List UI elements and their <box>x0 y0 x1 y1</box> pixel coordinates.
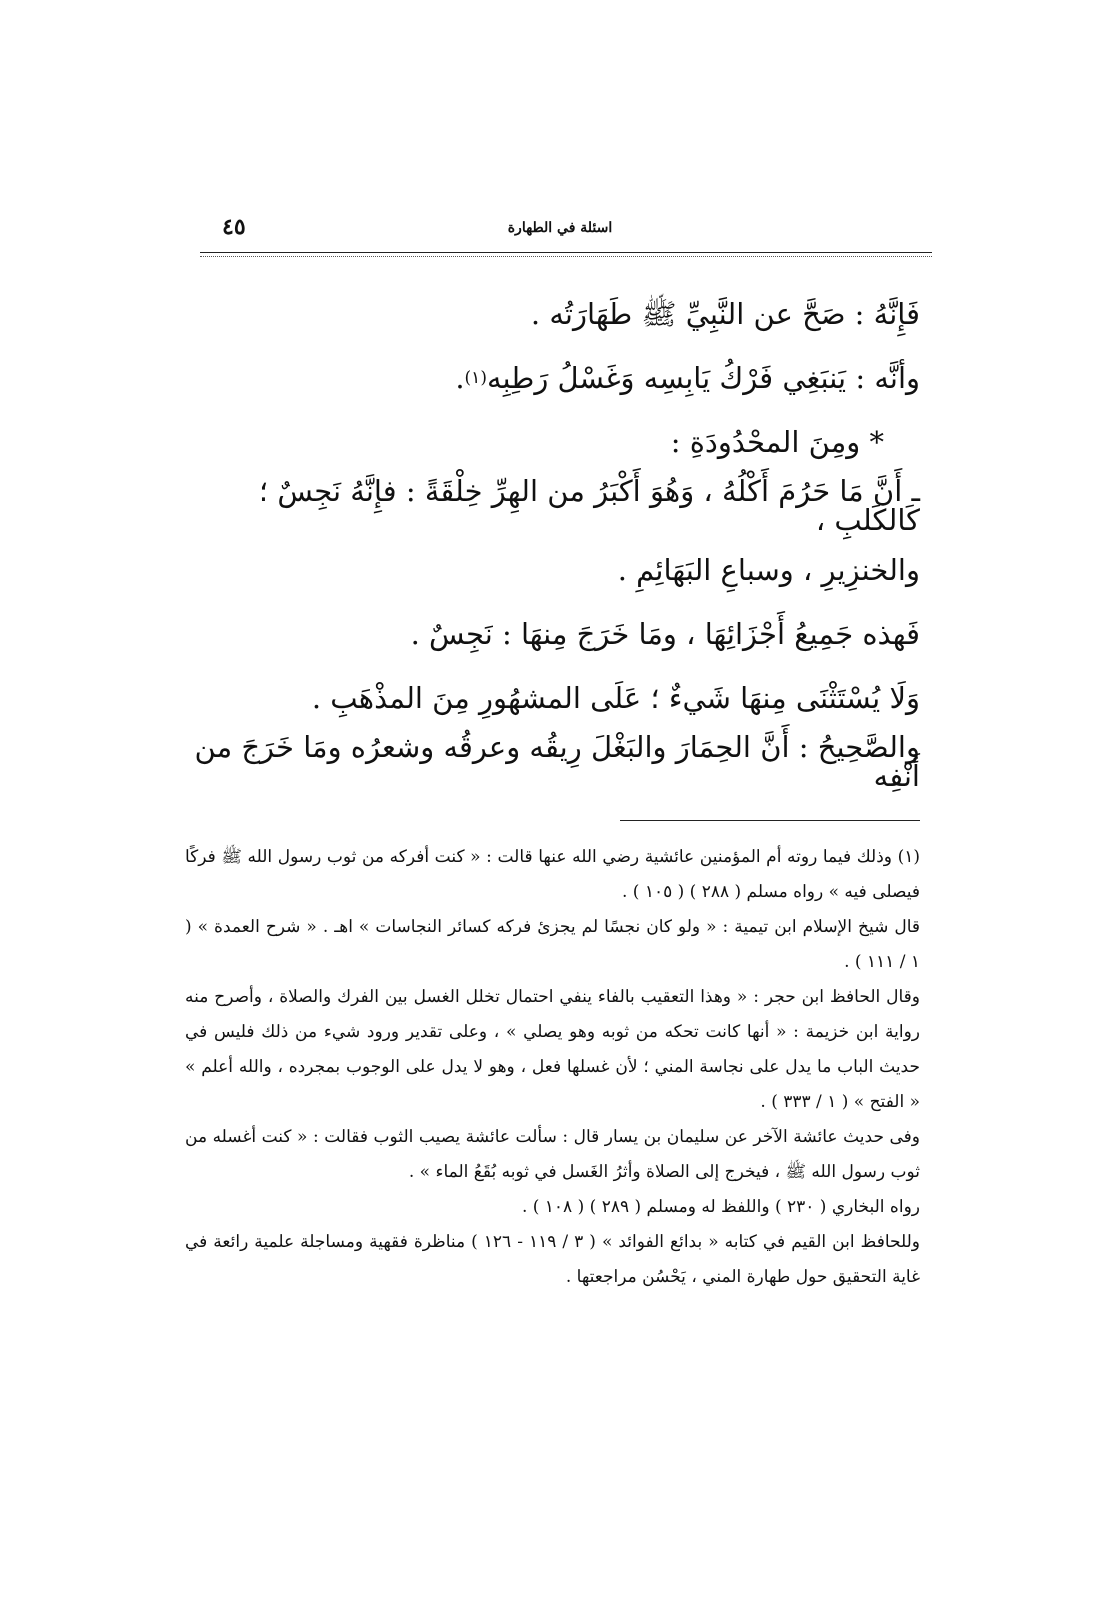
footnote-paragraph: وللحافظ ابن القيم في كتابه « بدائع الفوائد » ( ٣ / ١١٩ - ١٢٦ ) مناظرة فقهية ومساجلة علمية رائعة في غاية التحقيق حول طهارة المني ، يَحْسُن مراجعتها . <box>185 1232 920 1287</box>
main-line-text: والصَّحِيحُ : أَنَّ الحِمَارَ والبَغْلَ رِيقُه وعرقُه وشعرُه ومَا خَرَجَ من أَنْفِه <box>194 730 920 793</box>
main-line <box>190 474 920 538</box>
footnote-paragraph: رواه البخاري ( ٢٣٠ ) واللفظ له ومسلم ( ٢٨٩ ) ( ١٠٨ ) . <box>521 1197 920 1217</box>
section-heading <box>190 410 920 474</box>
footnotes <box>185 840 920 1295</box>
footnote-paragraph: (١) وذلك فيما روته أم المؤمنين عائشية رضي الله عنها قالت : « كنت أفركه من ثوب رسول الله ﷺ فركًا فيصلى فيه » رواه مسلم ( ٢٨٨ ) ( ١٠٥ ) . <box>185 847 920 902</box>
header-divider <box>200 252 932 253</box>
footnote-paragraph: قال شيخ الإسلام ابن تيمية : « ولو كان نجسًا لم يجزئ فركه كسائر النجاسات » اهـ . « شرح العمدة » ( ١ / ١١١ ) . <box>185 917 920 972</box>
footnote-reference: (١) <box>464 367 487 388</box>
main-line-text: وَلَا يُسْتَثْنَى مِنهَا شَيءٌ ؛ عَلَى المشهُورِ مِنَ المذْهَبِ . <box>311 680 920 715</box>
main-text <box>190 282 920 794</box>
footnote-paragraph: وقال الحافظ ابن حجر : « وهذا التعقيب بالفاء ينفي احتمال تخلل الغسل بين الفرك والصلاة ، وأصرح منه رواية ابن خزيمة : « أنها كانت تحكه من ثوبه وهو يصلي » ، وعلى تقدير ورود شيء من ذلك فليس في حديث الباب ما يدل على نجاسة المني ؛ لأن غسلها فعل ، وهو لا يدل على الوجوب بمجرده ، والله أعلم » « الفتح » ( ١ / ٣٣٣ ) . <box>185 987 920 1112</box>
main-line <box>190 666 920 730</box>
main-line-text: ـ أَنَّ مَا حَرُمَ أَكْلُهُ ، وَهُوَ أَكْبَرُ من الهِرِّ خِلْقَةً : فإِنَّهُ نَجِسٌ ؛ كَالكَلبِ ، <box>258 474 920 537</box>
main-line-text: وأنَّه : يَنبَغِي فَرْكُ يَابِسِه وَغَسْلُ رَطِبِه <box>486 360 920 395</box>
main-line <box>190 730 920 794</box>
main-line-text: فَهذه جَمِيعُ أَجْزَائِهَا ، ومَا خَرَجَ مِنهَا : نَجِسٌ . <box>410 616 920 651</box>
footnote-divider <box>620 820 920 821</box>
main-line <box>190 282 920 346</box>
section-heading-text: * ومِنَ المحْدُودَةِ : <box>670 424 884 459</box>
header-divider-dotted <box>200 256 932 257</box>
running-title: اسئلة في الطهارة <box>507 220 613 236</box>
main-line <box>190 602 920 666</box>
page-number: ٤٥ <box>222 214 246 240</box>
main-line <box>190 346 920 410</box>
main-line-end: . <box>455 360 465 395</box>
main-line <box>190 538 920 602</box>
footnote-paragraph: وفى حديث عائشة الآخر عن سليمان بن يسار قال : سألت عائشة يصيب الثوب فقالت : « كنت أغسله من ثوب رسول الله ﷺ ، فيخرج إلى الصلاة وأثرُ الغَسل في ثوبه بُقَعُ الماء » . <box>185 1127 920 1182</box>
main-line-text: فَإِنَّهُ : صَحَّ عن النَّبِيِّ ﷺ طَهَارَتُه . <box>530 296 920 331</box>
main-line-text: والخنزِيرِ ، وسباعِ البَهَائِمِ . <box>617 552 920 587</box>
